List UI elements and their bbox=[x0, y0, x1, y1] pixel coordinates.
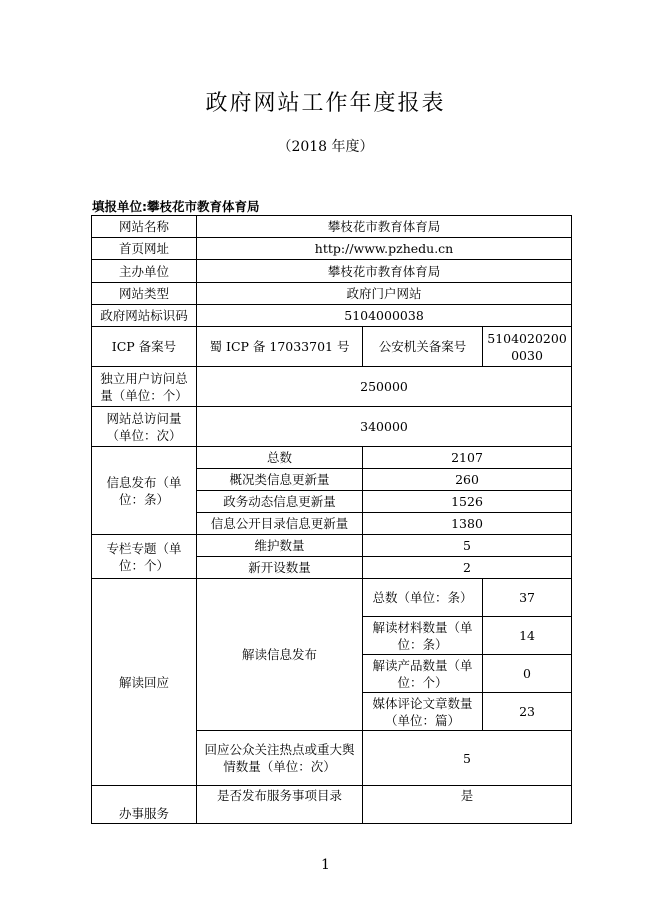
interpret-product-value: 0 bbox=[483, 655, 572, 693]
table-row bbox=[92, 786, 572, 824]
service-catalog-value: 是 bbox=[363, 786, 572, 824]
police-record-value: 51040202000030 bbox=[483, 327, 572, 367]
info-overview-value: 260 bbox=[363, 469, 572, 491]
report-table bbox=[91, 215, 572, 824]
response-count-value: 5 bbox=[363, 731, 572, 786]
host-unit-value: 攀枝花市教育体育局 bbox=[197, 260, 572, 283]
site-name-label: 网站名称 bbox=[92, 216, 197, 238]
service-catalog-label: 是否发布服务事项目录 bbox=[197, 786, 363, 824]
site-code-value: 5104000038 bbox=[197, 305, 572, 327]
table-row bbox=[92, 327, 572, 367]
info-news-value: 1526 bbox=[363, 491, 572, 513]
page-number: 1 bbox=[321, 857, 330, 873]
interpret-product-label: 解读产品数量（单位：个） bbox=[363, 655, 483, 693]
table-row bbox=[92, 367, 572, 407]
column-new-value: 2 bbox=[363, 557, 572, 579]
info-disclosure-label: 信息公开目录信息更新量 bbox=[197, 513, 363, 535]
info-overview-label: 概况类信息更新量 bbox=[197, 469, 363, 491]
table-row bbox=[92, 238, 572, 260]
host-unit-label: 主办单位 bbox=[92, 260, 197, 283]
info-release-label: 信息发布（单位：条） bbox=[92, 447, 197, 535]
column-maintain-value: 5 bbox=[363, 535, 572, 557]
interpret-total-value: 37 bbox=[483, 579, 572, 617]
table-row bbox=[92, 447, 572, 469]
unique-visitors-label: 独立用户访问总量（单位：个） bbox=[92, 367, 197, 407]
table-row bbox=[92, 305, 572, 327]
total-visits-label: 网站总访问量（单位：次） bbox=[92, 407, 197, 447]
police-record-label: 公安机关备案号 bbox=[363, 327, 483, 367]
site-url-value: http://www.pzhedu.cn bbox=[197, 238, 572, 260]
site-code-label: 政府网站标识码 bbox=[92, 305, 197, 327]
unique-visitors-value: 250000 bbox=[197, 367, 572, 407]
response-count-label: 回应公众关注热点或重大舆情数量（单位：次） bbox=[197, 731, 363, 786]
interpret-response-label: 解读回应 bbox=[92, 579, 197, 786]
interpret-total-label: 总数（单位：条） bbox=[363, 579, 483, 617]
info-disclosure-value: 1380 bbox=[363, 513, 572, 535]
table-row bbox=[92, 579, 572, 617]
interpret-media-label: 媒体评论文章数量（单位：篇） bbox=[363, 693, 483, 731]
info-total-value: 2107 bbox=[363, 447, 572, 469]
icp-value: 蜀 ICP 备 17033701 号 bbox=[197, 327, 363, 367]
interpret-material-label: 解读材料数量（单位：条） bbox=[363, 617, 483, 655]
column-new-label: 新开设数量 bbox=[197, 557, 363, 579]
service-label: 办事服务 bbox=[92, 786, 197, 824]
site-type-label: 网站类型 bbox=[92, 283, 197, 305]
column-topic-label: 专栏专题（单位：个） bbox=[92, 535, 197, 579]
page-title: 政府网站工作年度报表 bbox=[205, 91, 446, 116]
interpret-release-label: 解读信息发布 bbox=[197, 579, 363, 731]
interpret-media-value: 23 bbox=[483, 693, 572, 731]
site-url-label: 首页网址 bbox=[92, 238, 197, 260]
report-year: （2018 年度） bbox=[277, 139, 374, 155]
table-row bbox=[92, 407, 572, 447]
table-row bbox=[92, 283, 572, 305]
reporting-unit: 填报单位:攀枝花市教育体育局 bbox=[92, 199, 260, 214]
table-row bbox=[92, 216, 572, 238]
site-name-value: 攀枝花市教育体育局 bbox=[197, 216, 572, 238]
table-row bbox=[92, 535, 572, 557]
info-total-label: 总数 bbox=[197, 447, 363, 469]
column-maintain-label: 维护数量 bbox=[197, 535, 363, 557]
site-type-value: 政府门户网站 bbox=[197, 283, 572, 305]
info-news-label: 政务动态信息更新量 bbox=[197, 491, 363, 513]
table-row bbox=[92, 260, 572, 283]
icp-label: ICP 备案号 bbox=[92, 327, 197, 367]
interpret-material-value: 14 bbox=[483, 617, 572, 655]
total-visits-value: 340000 bbox=[197, 407, 572, 447]
